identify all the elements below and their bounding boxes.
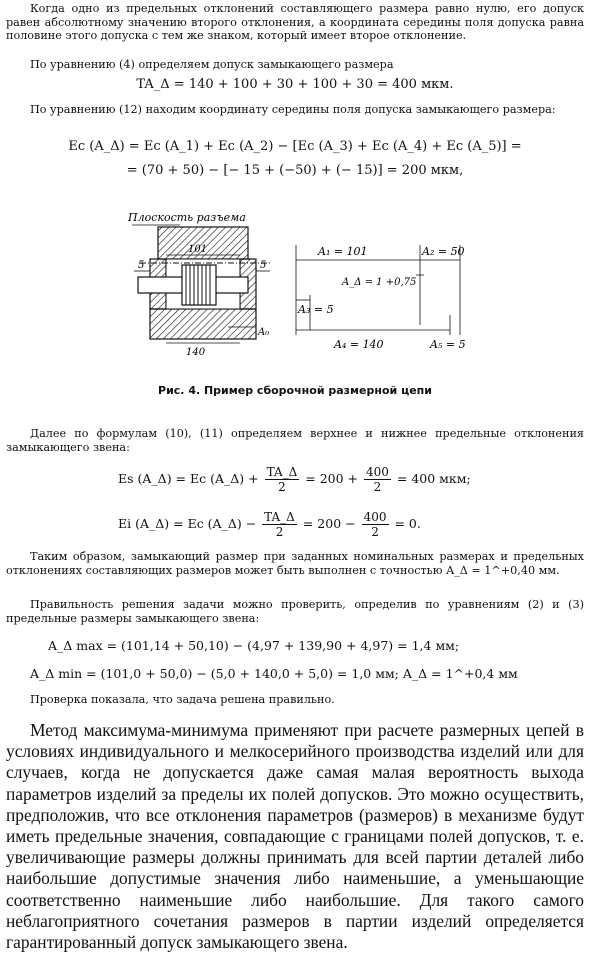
plane-label: Плоскость разъема <box>128 211 246 224</box>
dim-a4: A₄ = 140 <box>334 338 384 351</box>
dim-140: 140 <box>186 347 206 358</box>
equation-tolerance: TA_Δ = 140 + 100 + 30 + 100 + 30 = 400 мкм. <box>136 77 454 92</box>
dim-101: 101 <box>188 244 208 255</box>
paragraph-5: Таким образом, замыкающий размер при заданных номинальных размерах и предельных отклонениях составляющих размеров может быть выполнен с точностью A_Δ = 1^+0,40 мм. <box>6 550 584 577</box>
paragraph-6: Правильность решения задачи можно проверить, определив по уравнениям (2) и (3) предельные размеры замыкающего звена: <box>6 598 584 625</box>
equation-max: A_Δ max = (101,14 + 50,10) − (4,97 + 139,90 + 4,97) = 1,4 мм; <box>48 638 460 653</box>
paragraph-3: По уравнению (12) находим координату середины поля допуска замыкающего размера: <box>30 103 556 116</box>
dimension-chain-scheme <box>296 245 460 335</box>
assembly-dimension-chain-figure <box>120 205 470 380</box>
equation-min: A_Δ min = (101,0 + 50,0) − (5,0 + 140,0 + 5,0) = 1,0 мм; A_Δ = 1^+0,4 мм <box>30 666 518 681</box>
dim-5-left: 5 <box>138 260 145 271</box>
dim-a1: A₁ = 101 <box>318 245 368 258</box>
equation-es: Es (A_Δ) = Ec (A_Δ) + $\frac{TA\_\Delta}{2}$ = 200 + $\frac{400}{2}$ = 400 мкм; <box>118 465 471 494</box>
equation-ec-line2: = (70 + 50) − [− 15 + (−50) + (− 15)] = 200 мкм, <box>126 163 464 178</box>
equation-ei: Ei (A_Δ) = Ec (A_Δ) − $\frac{TA\_\Delta}{2}$ = 200 − $\frac{400}{2}$ = 0. <box>118 510 421 539</box>
dim-5-right: 5 <box>260 260 267 271</box>
figure-caption: Рис. 4. Пример сборочной размерной цепи <box>158 384 432 397</box>
paragraph-7: Проверка показала, что задача решена правильно. <box>30 693 335 706</box>
paragraph-1: Когда одно из предельных отклонений составляющего размера равно нулю, его допуск равен абсолютному значению второго отклонения, а координата середины поля допуска равна половине этого допуска с тем же знаком, который имеет второе отклонение. <box>6 2 584 43</box>
paragraph-8: Метод максимума-минимума применяют при расчете размерных цепей в условиях индивидуального и мелкосерийного производства изделий или для случаев, когда не допускается даже самая малая вероятность выхода параметров изделий за пределы их полей допусков. Это можно осуществить, предположив, что все отклонения параметров (размеров) в механизме будут иметь предельные значения, совпадающие с границами полей допусков, т. е. увеличивающие размеры должны принимать для всей партии деталей либо наибольшие допустимые значения либо наименьшие, а уменьшающие соответственно наименьшие либо наибольшие. Для такого самого неблагоприятного сочетания размеров в партии изделий определяется гарантированный допуск замыкающего звена. <box>6 720 584 953</box>
equation-ec-line1: Ec (A_Δ) = Ec (A_1) + Ec (A_2) − [Ec (A_3) + Ec (A_4) + Ec (A_5)] = <box>68 139 522 154</box>
housing-drawing <box>132 225 270 343</box>
paragraph-2: По уравнению (4) определяем допуск замыкающего размера <box>30 58 394 71</box>
dim-a0: A₀ <box>258 327 270 338</box>
dim-a5: A₅ = 5 <box>430 338 466 351</box>
dim-a-delta: A_Δ = 1 +0,75 <box>342 277 417 288</box>
paragraph-4: Далее по формулам (10), (11) определяем верхнее и нижнее предельные отклонения замыкающего звена: <box>6 427 584 454</box>
dim-a3: A₃ = 5 <box>298 303 334 316</box>
dim-a2: A₂ = 50 <box>422 245 465 258</box>
